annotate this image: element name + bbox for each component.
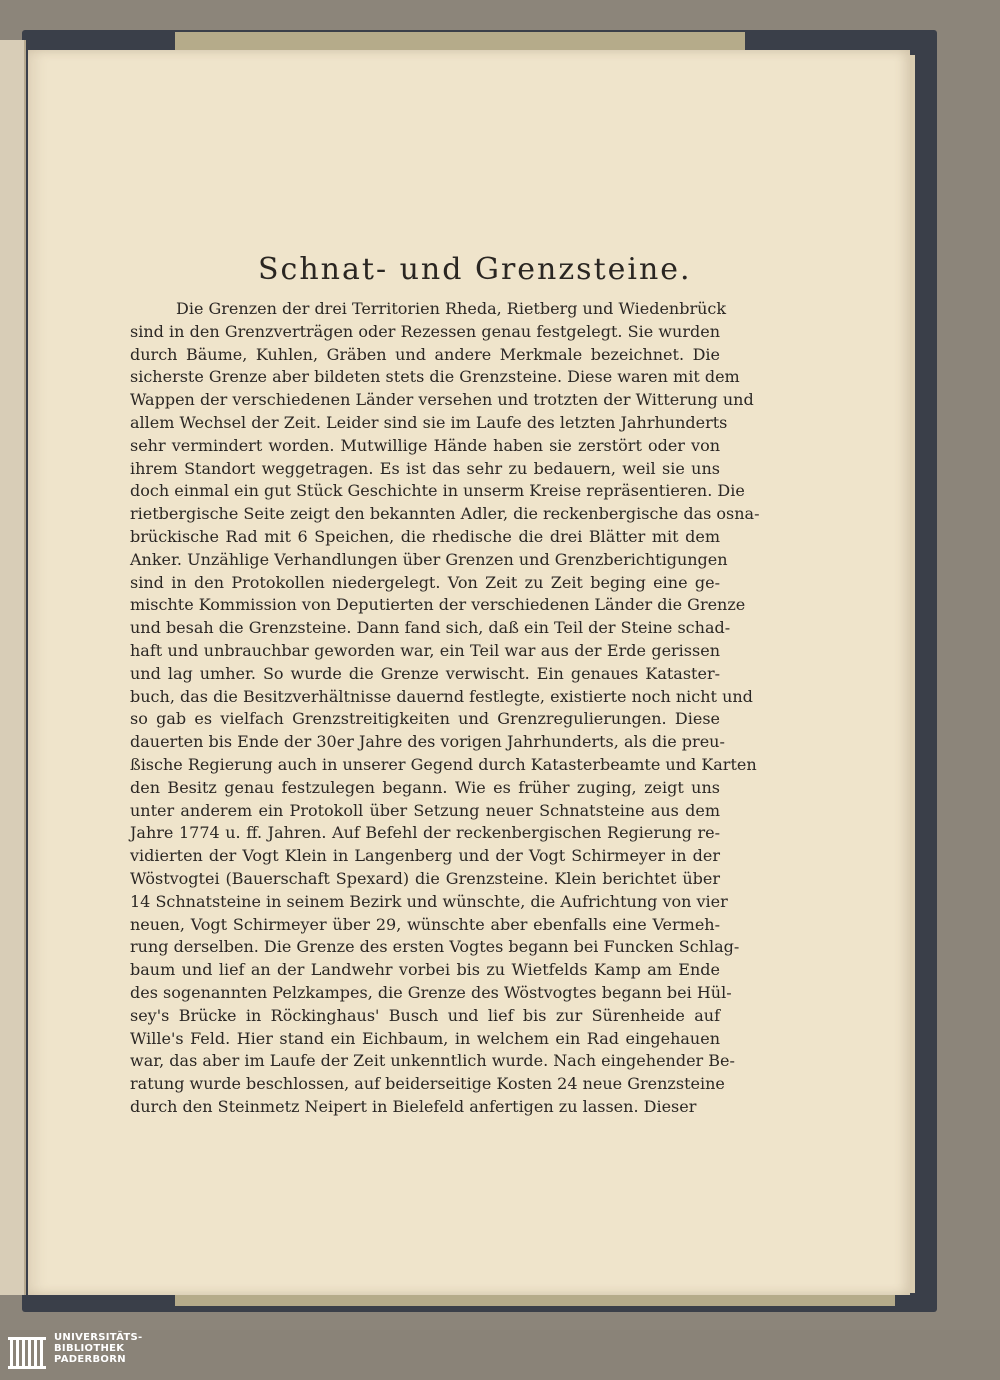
- text-line: rung derselben. Die Grenze des ersten Vogtes begann bei Funcken Schlag-: [130, 937, 740, 957]
- text-line: Jahre 1774 u. ff. Jahren. Auf Befehl der reckenbergischen Regierung re-: [130, 823, 720, 843]
- text-line: mischte Kommission von Deputierten der verschiedenen Länder die Grenze: [130, 595, 746, 615]
- text-line: durch Bäume, Kuhlen, Gräben und andere Merkmale bezeichnet. Die: [130, 344, 720, 364]
- text-line: ihrem Standort weggetragen. Es ist das sehr zu bedauern, weil sie uns: [130, 458, 720, 478]
- text-line: buch, das die Besitzverhältnisse dauernd festlegte, existierte noch nicht und: [130, 686, 753, 706]
- text-line: allem Wechsel der Zeit. Leider sind sie im Laufe des letzten Jahrhunderts: [130, 412, 728, 432]
- text-line: 14 Schnatsteine in seinem Bezirk und wünschte, die Aufrichtung von vier: [130, 891, 728, 911]
- text-line: und lag umher. So wurde die Grenze verwischt. Ein genaues Kataster-: [130, 663, 720, 683]
- footer-bar: [0, 1330, 1000, 1380]
- text-line: vidierten der Vogt Klein in Langenberg und der Vogt Schirmeyer in der: [130, 846, 720, 866]
- text-line: durch den Steinmetz Neipert in Bielefeld anfertigen zu lassen. Dieser: [130, 1096, 697, 1116]
- text-line: und besah die Grenzsteine. Dann fand sich, daß ein Teil der Steine schad-: [130, 618, 731, 638]
- text-line: Wöstvogtei (Bauerschaft Spexard) die Grenzsteine. Klein berichtet über: [130, 868, 720, 888]
- text-line: sind in den Grenzverträgen oder Rezessen genau festgelegt. Sie wurden: [130, 321, 720, 341]
- logo-line-3: PADERBORN: [54, 1354, 126, 1365]
- text-line: ßische Regierung auch in unserer Gegend durch Katasterbeamte und Karten: [130, 754, 757, 774]
- text-line: sicherste Grenze aber bildeten stets die Grenzsteine. Diese waren mit dem: [130, 367, 740, 387]
- left-page-edge: [0, 40, 26, 1295]
- text-line: unter anderem ein Protokoll über Setzung neuer Schnatsteine aus dem: [130, 800, 720, 820]
- text-line: ratung wurde beschlossen, auf beiderseitige Kosten 24 neue Grenzsteine: [130, 1074, 725, 1094]
- text-line: Wille's Feld. Hier stand ein Eichbaum, in welchem ein Rad eingehauen: [130, 1028, 720, 1048]
- text-line: so gab es vielfach Grenzstreitigkeiten und Grenzregulierungen. Diese: [130, 709, 720, 729]
- text-line: des sogenannten Pelzkampes, die Grenze des Wöstvogtes begann bei Hül-: [130, 982, 732, 1002]
- library-logo-text: [54, 1332, 143, 1365]
- text-line: den Besitz genau festzulegen begann. Wie es früher zuging, zeigt uns: [130, 777, 720, 797]
- text-line: sehr vermindert worden. Mutwillige Hände haben sie zerstört oder von: [130, 435, 720, 455]
- library-logo-icon: [8, 1333, 48, 1373]
- text-line: dauerten bis Ende der 30er Jahre des vorigen Jahrhunderts, als die preu-: [130, 732, 725, 752]
- text-line: haft und unbrauchbar geworden war, ein Teil war aus der Erde gerissen: [130, 640, 720, 660]
- text-line: Die Grenzen der drei Territorien Rheda, Rietberg und Wiedenbrück: [176, 299, 727, 318]
- text-line: baum und lief an der Landwehr vorbei bis zu Wietfelds Kamp am Ende: [130, 960, 720, 980]
- text-line: brückische Rad mit 6 Speichen, die rhedische die drei Blätter mit dem: [130, 526, 720, 546]
- text-line: war, das aber im Laufe der Zeit unkenntlich wurde. Nach eingehender Be-: [130, 1051, 735, 1071]
- text-line: rietbergische Seite zeigt den bekannten Adler, die reckenbergische das osna-: [130, 504, 760, 524]
- logo-line-2: BIBLIOTHEK: [54, 1343, 125, 1354]
- page-title: Schnat- und Grenzsteine.: [258, 252, 692, 287]
- text-line: neuen, Vogt Schirmeyer über 29, wünschte aber ebenfalls eine Vermeh-: [130, 914, 720, 934]
- text-line: sey's Brücke in Röckinghaus' Busch und lief bis zur Sürenheide auf: [130, 1005, 720, 1025]
- text-line: Anker. Unzählige Verhandlungen über Grenzen und Grenzberichtigungen: [130, 549, 728, 569]
- text-line: sind in den Protokollen niedergelegt. Von Zeit zu Zeit beging eine ge-: [130, 572, 720, 592]
- logo-line-1: UNIVERSITÄTS-: [54, 1332, 143, 1343]
- text-line: doch einmal ein gut Stück Geschichte in unserm Kreise repräsentieren. Die: [130, 481, 745, 501]
- body-text: [130, 298, 760, 1119]
- text-line: Wappen der verschiedenen Länder versehen und trotzten der Witterung und: [130, 390, 754, 410]
